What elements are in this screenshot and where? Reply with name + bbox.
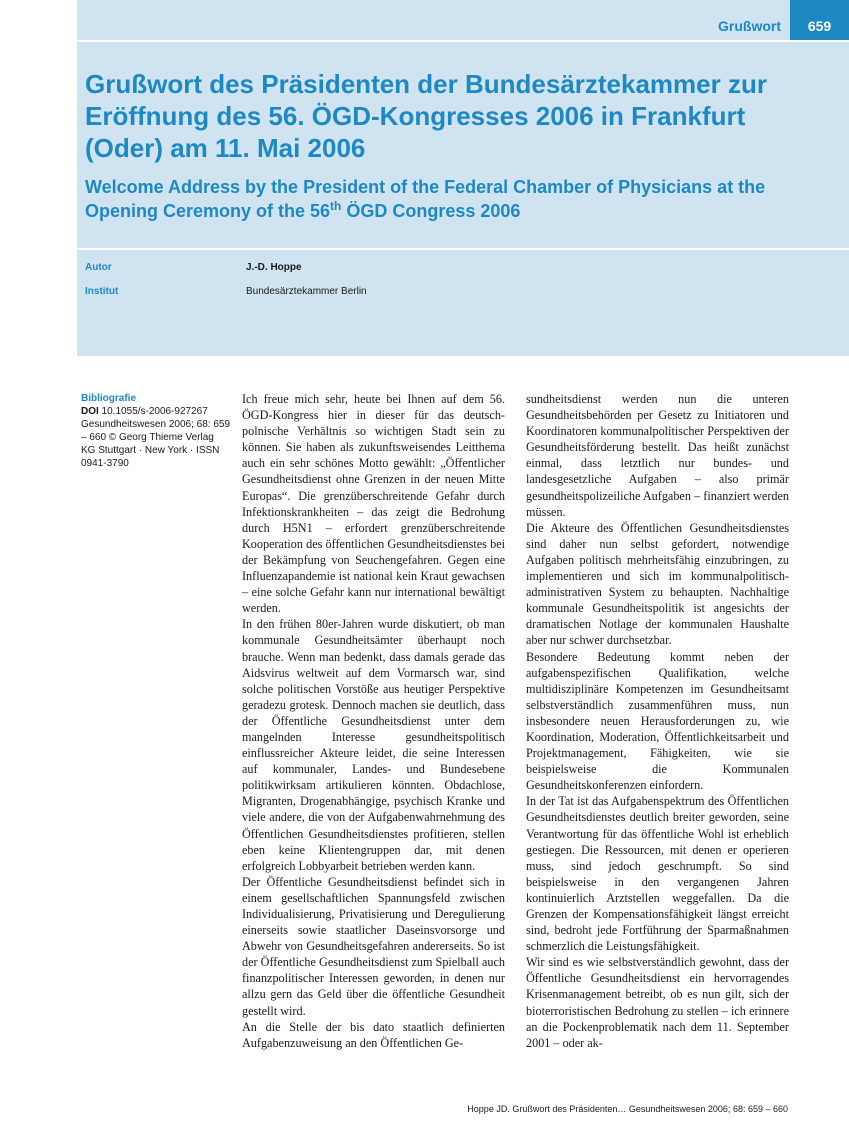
section-label: Grußwort [718, 18, 781, 34]
paragraph: Die Akteure des Öffentlichen Gesundheitsdienstes sind daher nun selbst gefordert, notwendige Aufgaben politisch mehrheitsfähig einzubringen, zu implementieren und sich im kommunalpolitisch-administrativen System zu behaupten. Nachhaltige kommunale Gesundheitspolitik ist angesichts der dramatischen Notlage der kommunalen Haushalte aber nur schwer durchsetzbar. [526, 520, 789, 648]
doi-link[interactable]: 10.1055/s-2006-927267 [98, 406, 208, 417]
body-column-2 [526, 391, 789, 1051]
doi-label: DOI [81, 406, 99, 417]
body-column-1 [242, 391, 505, 1051]
paragraph: Wir sind es wie selbstverständlich gewohnt, dass der Öffentliche Gesundheitsdienst ein hervorragendes Krisenmanagement betreibt, ob es nun gilt, sich der bioterroristischen Bedrohung zu stellen – ich erinnere an die Pockenproblematik nach dem 11. September 2001 – oder ak- [526, 955, 789, 1050]
institute-label: Institut [85, 286, 119, 297]
paragraph: Der Öffentliche Gesundheitsdienst befindet sich in einem gesellschaftlichen Spannungsfeld zwischen Individualisierung, Privatisierung und Deregulierung einerseits sowie staatlicher Daseinsvorsorge und Abwehr von Gesundheitsgefahren andererseits. So ist der Öffentliche Gesundheitsdienst zum Spielball auch finanzpolitischer Interessen geworden, in denen nur allzu gern das Geld über die öffentliche Gesundheit gestellt wird. [242, 874, 505, 1018]
paragraph: In den frühen 80er-Jahren wurde diskutiert, ob man kommunale Gesundheitsämter überhaupt noch brauche. Wenn man bedenkt, dass damals gerade das Aidsvirus weltweit auf dem Vormarsch war, sind solche politischen Vorstöße aus heutiger Perspektive geradezu grotesk. Dennoch machen sie deutlich, dass der Öffentliche Gesundheitsdienst unter dem mangelnden Interesse gesundheitspolitisch einflussreicher Akteure leidet, die seine Interessen auf kommunaler, Landes- und Bundesebene politikwirksam artikulieren könnten. Obdachlose, Migranten, Drogenabhängige, psychisch Kranke und viele andere, die von der Aufgabenwahrnehmung des Öffentlichen Gesundheitsdienstes profitieren, stellen eben keine Klientengruppen dar, mit denen erfolgreich Lobbyarbeit betrieben werden kann. [242, 617, 505, 873]
metadata-block [77, 250, 849, 356]
paragraph: An die Stelle der bis dato staatlich definierten Aufgabenzuweisung an den Öffentlichen Ge- [242, 1019, 505, 1050]
title-en-superscript: th [330, 199, 342, 213]
footer-citation: Hoppe JD. Grußwort des Präsidenten… Gesundheitswesen 2006; 68: 659 – 660 [467, 1104, 788, 1114]
bibliography-heading: Bibliografie [81, 393, 137, 404]
institute-value: Bundesärztekammer Berlin [246, 286, 367, 297]
author-label: Autor [85, 262, 112, 273]
title-en-part1: Welcome Address by the President of the Federal Chamber of Physicians at the Opening Ceremony of the 56 [85, 177, 766, 221]
paragraph: In der Tat ist das Aufgabenspektrum des Öffentlichen Gesundheitsdienstes deutlich breiter geworden, seine Verantwortung für das öffentliche Wohl ist erheblich gestiegen. Die Ressourcen, mit denen er operieren muss, sind jedoch geschrumpft. So sind beispielsweise in den vergangenen Jahren kontinuierlich Arztstellen weggefallen. Da die Grenzen der Kompensationsfähigkeit längst erreicht sind, bedroht jede Fortführung der Sparmaßnahmen schmerzlich die Leistungsfähigkeit. [526, 794, 789, 954]
bibliography-box [81, 392, 231, 470]
author-value: J.-D. Hoppe [246, 262, 302, 273]
paragraph: sundheitsdienst werden nun die unteren Gesundheitsbehörden per Gesetz zu Initiatoren und Koordinatoren kommunalpolitischer Perspektiven der Gesundheitsförderung bestellt. Das heißt zunächst einmal, dass letztlich nur bundes- und landesgesetzliche Aufgaben – also primär gesundheitspolizeiliche Aufgaben – finanziert werden müssen. [526, 392, 789, 519]
page-number: 659 [790, 0, 849, 40]
title-block [77, 42, 849, 248]
article-title-german: Grußwort des Präsidenten der Bundesärztekammer zur Eröffnung des 56. ÖGD-Kongresses 2006 in Frankfurt (Oder) am 11. Mai 2006 [85, 69, 767, 163]
running-header [77, 0, 849, 40]
article-title-english [85, 175, 825, 223]
title-en-part2: ÖGD Congress 2006 [341, 201, 521, 221]
paragraph: Ich freue mich sehr, heute bei Ihnen auf dem 56. ÖGD-Kongress hier in dieser für das deutsch-polnische Verhältnis so wichtigen Stadt sein zu können. Sie haben als zukunftsweisendes Leitthema auch ein sehr schönes Motto gewählt: „Öffentlicher Gesundheitsdienst ohne Grenzen in der neuen Mitte Europas“. Die grenzüberschreitende Gefahr durch Infektionskrankheiten – das zeigt die Bedrohung durch H5N1 – erfordert grenzüberschreitende Kooperation des öffentlichen Gesundheitsdienstes bei der Bekämpfung von Seuchengefahren. Gegen eine Influenzapandemie ist national kein Kraut gewachsen – eine solche Gefahr kann nur international bewältigt werden. [242, 392, 505, 616]
bibliography-details: Gesundheitswesen 2006; 68: 659 – 660 © Georg Thieme Verlag KG Stuttgart · New York · ISSN 0941-3790 [81, 419, 230, 469]
paragraph: Besondere Bedeutung kommt neben der aufgabenspezifischen Qualifikation, welche multidisziplinäre Kompetenzen im Gesundheitsamt selbstverständlich zusammenführen muss, nun insbesondere neuen Herausforderungen zu, wie Koordination, Moderation, Öffentlichkeitsarbeit und Projektmanagement, Fähigkeiten, wie sie beispielsweise die Kommunalen Gesundheitskonferenzen einfordern. [526, 649, 789, 793]
